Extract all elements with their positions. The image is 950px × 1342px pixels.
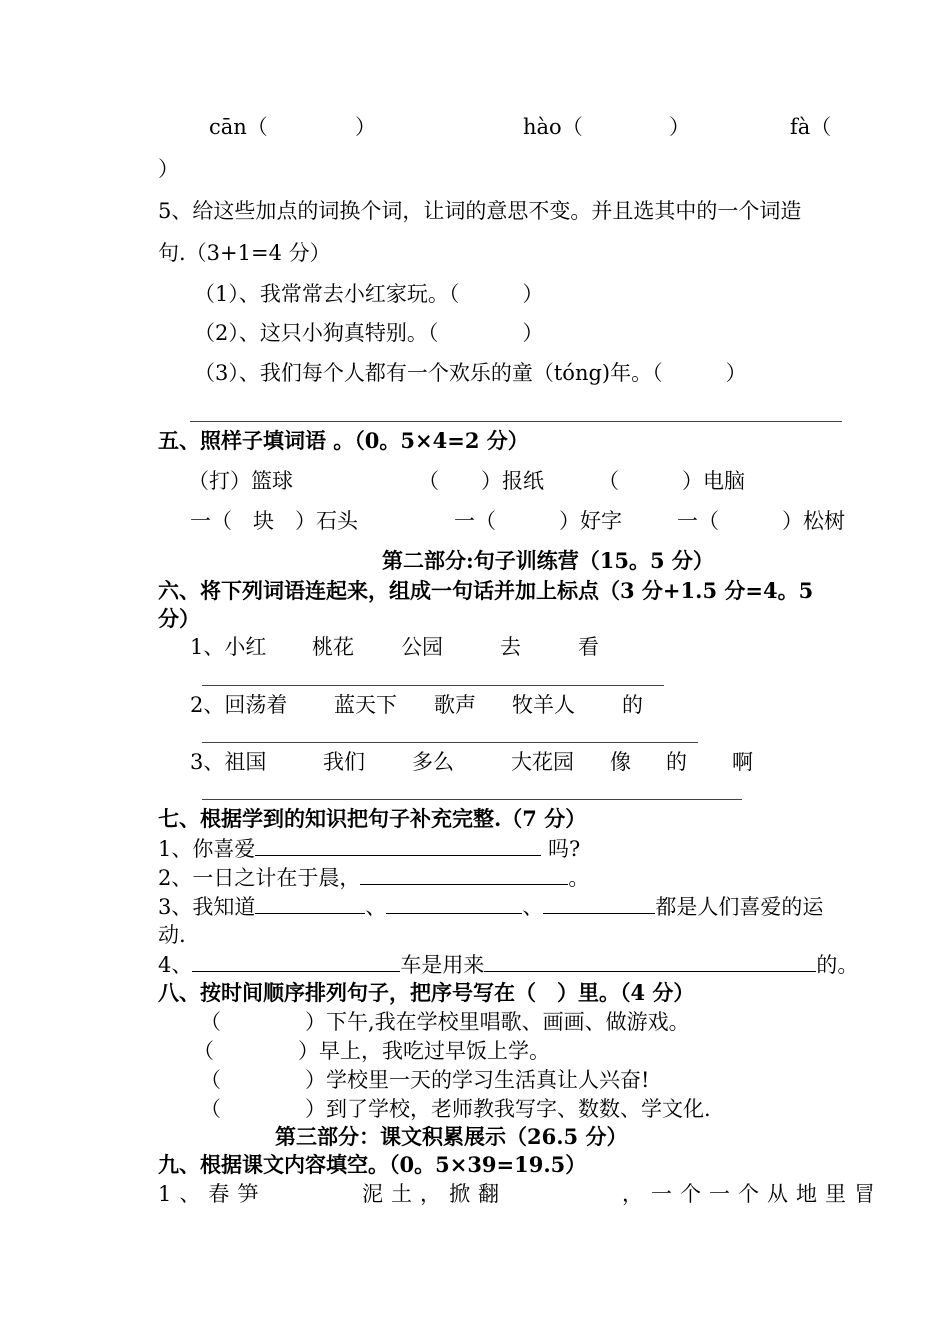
q7-blank-6[interactable]: [192, 951, 400, 972]
pinyin-can-close: ）: [355, 115, 376, 139]
q7-blank-4[interactable]: [386, 893, 522, 914]
q5-title-cont: 句.（3+1=4 分）: [158, 241, 331, 265]
q8-item-1: （ ）下午,我在学校里唱歌、画画、做游戏。: [200, 1010, 690, 1034]
q6-row3-word2: 我们: [323, 750, 365, 774]
q6-row2-word1: 2、回荡着: [190, 693, 288, 717]
q7-blank-5[interactable]: [543, 893, 655, 914]
part3-title: 第三部分：课文积累展示（26.5 分）: [275, 1124, 628, 1149]
q7-line2: 2、一日之计在于晨， 。: [158, 866, 590, 890]
q7-title: 七、根据学到的知识把句子补充完整.（7 分）: [158, 806, 587, 831]
q6-row2-answer-line: [202, 742, 698, 743]
q6-row3-word4: 大花园: [511, 750, 574, 774]
pinyin-hao-close: ）: [669, 115, 690, 139]
q5-item-3: （3）、我们每个人都有一个欢乐的童（tóng)年。（ ）: [194, 361, 747, 385]
q7-blank-3[interactable]: [255, 893, 365, 914]
q7-line3: 3、我知道 、 、 都是人们喜爱的运: [158, 895, 824, 919]
pinyin-hao: hào（: [523, 115, 583, 139]
q6-row1-word2: 桃花: [312, 635, 354, 659]
q6-row3-word5: 像: [610, 750, 631, 774]
q5b-r2-c3: 一（ ）松树: [677, 509, 845, 533]
q6-row3-word1: 3、祖国: [190, 750, 267, 774]
q6-row3-word3: 多么: [412, 750, 454, 774]
q9-line1-b: 泥土，掀翻: [362, 1182, 507, 1206]
q6-row2-word2: 蓝天下: [334, 693, 397, 717]
q6-row2-word4: 牧羊人: [512, 693, 575, 717]
q6-row1-word1: 1、小红: [190, 635, 267, 659]
q5-title: 5、给这些加点的词换个词，让词的意思不变。并且选其中的一个词造: [158, 199, 802, 223]
q6-row3-word6: 的: [666, 750, 687, 774]
q9-line1-c: ，一个一个从地里冒: [622, 1182, 883, 1206]
q9-line1-a: 1、春笋: [158, 1182, 267, 1206]
q6-title: 六、将下列词语连起来，组成一句话并加上标点（3 分+1.5 分=4。5: [158, 578, 814, 603]
q8-item-3: （ ）学校里一天的学习生活真让人兴奋!: [200, 1068, 650, 1092]
q6-row3-word7: 啊: [732, 750, 753, 774]
pinyin-can: cān（: [209, 115, 268, 139]
q6-row1-answer-line: [202, 685, 664, 686]
q7-line1: 1、你喜爱 吗?: [158, 837, 581, 861]
q8-item-2: （ ）早上，我吃过早饭上学。: [193, 1039, 550, 1063]
q6-row1-word3: 公园: [401, 635, 443, 659]
q7-line4: 4、 车是用来 的。: [158, 953, 859, 977]
q5b-title: 五、照样子填词语 。（0。5×4=2 分）: [158, 428, 529, 453]
q7-blank-1[interactable]: [255, 835, 541, 856]
q6-row1-word5: 看: [578, 635, 599, 659]
pinyin-fa: fà（: [790, 115, 832, 139]
q5-answer-line: [190, 421, 842, 422]
q6-title-cont: 分）: [158, 606, 200, 631]
q8-title: 八、按时间顺序排列句子，把序号写在（ ）里。（4 分）: [158, 980, 695, 1005]
q6-row2-word5: 的: [622, 693, 643, 717]
q9-title: 九、根据课文内容填空。（0。5×39=19.5）: [158, 1152, 587, 1177]
q7-blank-2[interactable]: [360, 864, 568, 885]
q7-line3-cont: 动.: [158, 923, 186, 947]
q6-row2-word3: 歌声: [434, 693, 476, 717]
q8-item-4: （ ）到了学校，老师教我写字、数数、学文化.: [200, 1097, 711, 1121]
q5b-r2-c1: 一（ 块 ）石头: [190, 509, 358, 533]
q5b-r1-c1: （打）篮球: [188, 469, 293, 493]
q5b-r2-c2: 一（ ）好字: [454, 509, 622, 533]
q5-item-1: （1）、我常常去小红家玩。（ ）: [194, 282, 544, 306]
q5-item-2: （2）、这只小狗真特别。（ ）: [194, 321, 544, 345]
q7-blank-7[interactable]: [484, 951, 816, 972]
q5b-r1-c3: （ ）电脑: [598, 469, 745, 493]
q6-row1-word4: 去: [500, 635, 521, 659]
q6-row3-answer-line: [202, 799, 742, 800]
q5b-r1-c2: （ ）报纸: [418, 469, 544, 493]
pinyin-fa-close: ）: [158, 157, 179, 181]
part2-title: 第二部分:句子训练营（15。5 分）: [382, 548, 714, 573]
